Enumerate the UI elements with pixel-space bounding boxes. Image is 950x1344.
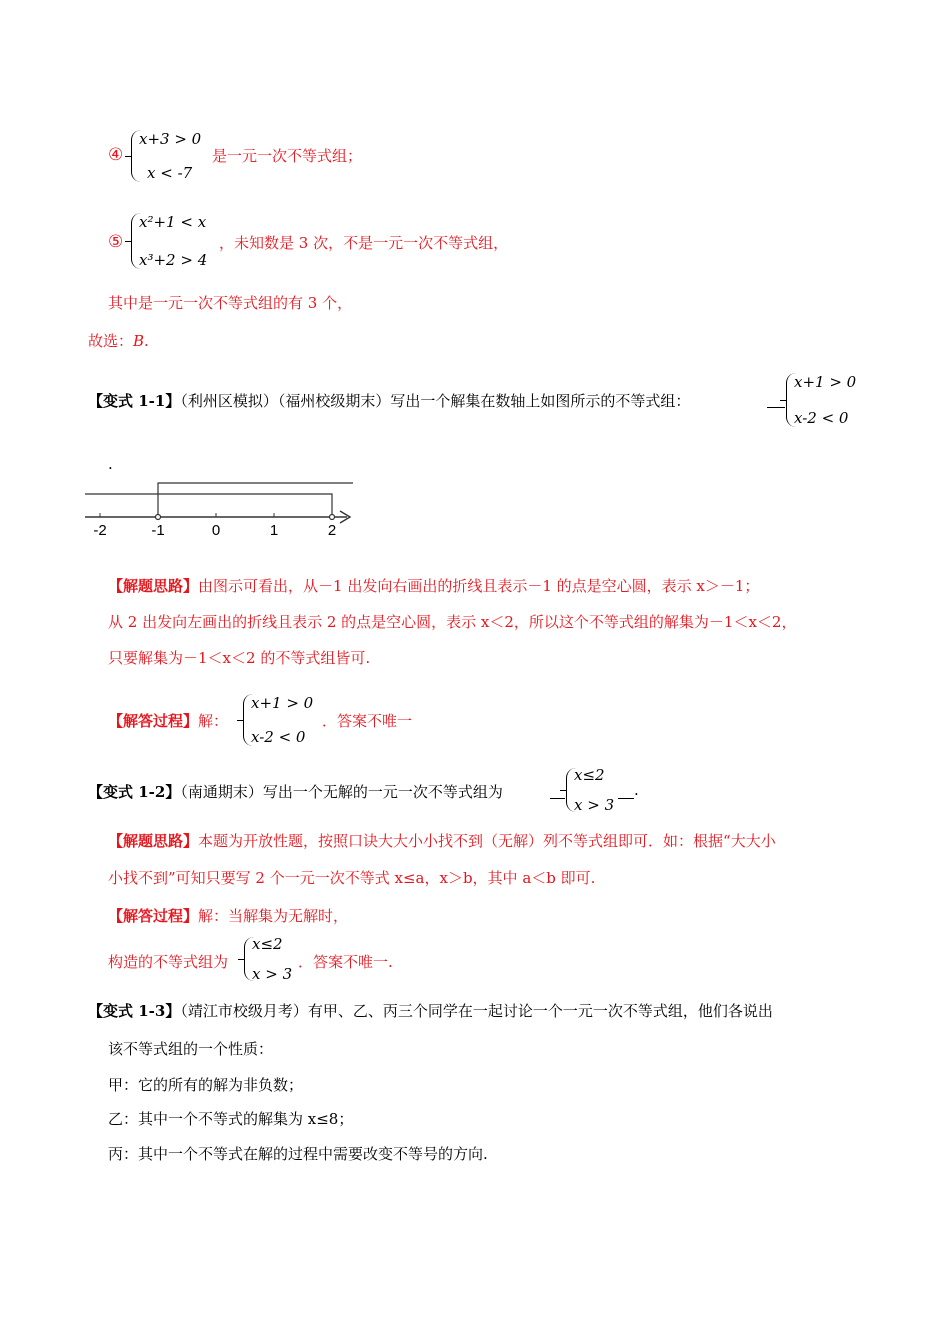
open-circle-minus-1 [156,515,161,520]
v11-sys-line1: x+1 > 0 [794,373,857,391]
right-fold-line [158,483,353,517]
v12-construct-suffix: ．答案不唯一. [298,953,393,971]
v12-question: （南通期末）写出一个无解的一元一次不等式组为 [180,783,503,801]
v12-blank-left [550,798,565,799]
v12-thought-text1: 本题为开放性题，按照口诀大大小小找不到（无解）列不等式组即可．如：根据“大大小 [198,832,776,850]
v12-process-label: 【解答过程】 [108,907,199,925]
v12-process-line [108,905,348,926]
v11-thought-line3: 只要解集为－1＜x＜2 的不等式组皆可. [108,649,371,667]
answer-label: 故选： [88,332,134,350]
item4-text: 是一元一次不等式组； [212,147,363,165]
answer-line [88,330,149,351]
axis-label-minus-1: -1 [151,522,165,539]
number-line-figure [85,478,360,540]
v12-construct-system [244,937,304,981]
v12-construct-sys1: x≤2 [252,935,283,953]
item5-system [131,213,221,269]
v11-process-suffix: ．答案不唯一 [322,712,413,730]
summary-text: 其中是一元一次不等式组的有 3 个， [108,294,353,312]
v13-title: 【变式 1-3】 [88,1002,181,1020]
v13-yi: 乙：其中一个不等式的解集为 x≤8； [108,1110,354,1128]
v11-process-label: 【解答过程】 [108,712,199,730]
item5-marker: ⑤ [108,232,124,252]
v11-process-prefix: 解： [198,712,229,730]
item5-line1: x²+1 < x [139,213,207,231]
item4-system [131,130,216,182]
v12-blank-right [618,798,634,799]
v11-sys-line2: x-2 < 0 [794,409,849,427]
axis-label-1: 1 [269,522,279,539]
v11-process-sys2: x-2 < 0 [251,728,306,746]
v11-thought-text1: 由图示可看出，从－1 出发向右画出的折线且表示－1 的点是空心圆，表示 x＞－1； [198,577,760,595]
v12-construct-sys2: x > 3 [252,965,293,983]
v11-thought-line2: 从 2 出发向左画出的折线且表示 2 的点是空心圆，表示 x＜2，所以这个不等式组的解集为－1＜x＜2， [108,613,797,631]
v12-thought-line2: 小找不到”可知只要写 2 个一元一次不等式 x≤a，x＞b，其中 a＜b 即可. [108,869,596,887]
v12-sys1: x≤2 [574,766,605,784]
v11-question-line [88,390,690,411]
v11-process-prefix-line [108,710,228,731]
v12-process-text: 解：当解集为无解时， [198,907,349,925]
answer-end: . [144,332,149,350]
v11-thought-line1 [108,575,759,596]
v11-title: 【变式 1-1】 [88,392,181,410]
item5-line2: x³+2 > 4 [139,251,208,269]
v12-construct-prefix: 构造的不等式组为 [108,953,229,971]
v12-thought-label: 【解题思路】 [108,832,199,850]
item4-marker: ④ [108,145,124,165]
item5-text: ，未知数是 3 次，不是一元一次不等式组， [219,234,509,252]
axis-label-2: 2 [327,522,337,539]
v13-bing: 丙：其中一个不等式在解的过程中需要改变不等号的方向. [108,1145,488,1163]
v13-question-line1 [88,1000,773,1021]
v13-question-text1: （靖江市校级月考）有甲、乙、丙三个同学在一起讨论一个一元一次不等式组，他们各说出 [180,1002,773,1020]
v12-end: . [634,781,639,799]
left-fold-line [85,494,332,517]
answer-choice: B [133,332,145,350]
v11-process-system [243,694,328,746]
v12-sys2: x > 3 [574,796,615,814]
v12-question-line [88,781,503,802]
v13-question-line2: 该不等式组的一个性质： [108,1040,274,1058]
v11-question: （利州区模拟）（福州校级期末）写出一个解集在数轴上如图所示的不等式组： [180,392,691,410]
axis-label-minus-2: -2 [93,522,107,539]
v13-jia: 甲：它的所有的解为非负数； [108,1076,304,1094]
v11-thought-label: 【解题思路】 [108,577,199,595]
v11-system [786,373,866,427]
v11-end-dot: . [108,455,113,473]
open-circle-2 [330,515,335,520]
v12-system [566,768,626,812]
item4-line2: x < -7 [147,164,193,182]
v11-process-sys1: x+1 > 0 [251,694,314,712]
v11-answer-blank [767,407,785,408]
v12-title: 【变式 1-2】 [88,783,181,801]
item4-line1: x+3 > 0 [139,130,202,148]
axis-label-0: 0 [211,522,221,539]
v12-thought-line1 [108,830,776,851]
